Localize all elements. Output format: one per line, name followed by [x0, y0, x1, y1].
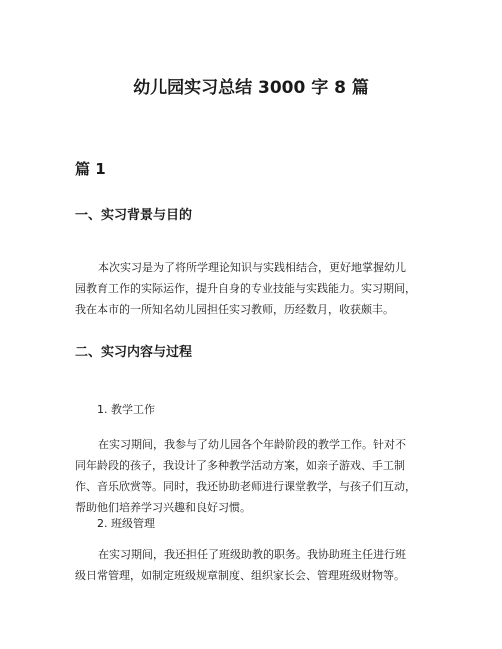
part-heading: 篇 1 — [75, 160, 106, 178]
paragraph-line: 级日常管理，如制定班级规章制度、组织家长会、管理班级财物等。 — [75, 569, 405, 582]
background-paragraph — [75, 257, 437, 320]
paragraph-line: 我在本市的一所知名幼儿园担任实习教师，历经数月，收获颇丰。 — [75, 303, 394, 316]
paragraph-line: 作、音乐欣赏等。同时，我还协助老师进行课堂教学，与孩子们互动， — [75, 480, 416, 493]
paragraph-line: 园教育工作的实际运作，提升自身的专业技能与实践能力。实习期间， — [75, 282, 416, 295]
paragraph-line: 帮助他们培养学习兴趣和良好习惯。 — [75, 501, 251, 514]
document-title: 幼儿园实习总结 3000 字 8 篇 — [133, 78, 369, 98]
item-label-teaching: 1. 教学工作 — [97, 403, 155, 416]
paragraph-line: 本次实习是为了将所学理论知识与实践相结合，更好地掌握幼儿 — [98, 261, 406, 274]
section-heading-background: 一、实习背景与目的 — [75, 208, 193, 223]
section-heading-process: 二、实习内容与过程 — [75, 345, 193, 360]
class-management-paragraph — [75, 544, 437, 586]
paragraph-line: 在实习期间，我还担任了班级助教的职务。我协助班主任进行班 — [98, 548, 406, 561]
teaching-paragraph — [75, 434, 437, 518]
item-label-class-management: 2. 班级管理 — [97, 517, 155, 530]
paragraph-line: 在实习期间，我参与了幼儿园各个年龄阶段的教学工作。针对不 — [98, 438, 406, 451]
paragraph-line: 同年龄段的孩子，我设计了多种教学活动方案，如亲子游戏、手工制 — [75, 459, 405, 472]
